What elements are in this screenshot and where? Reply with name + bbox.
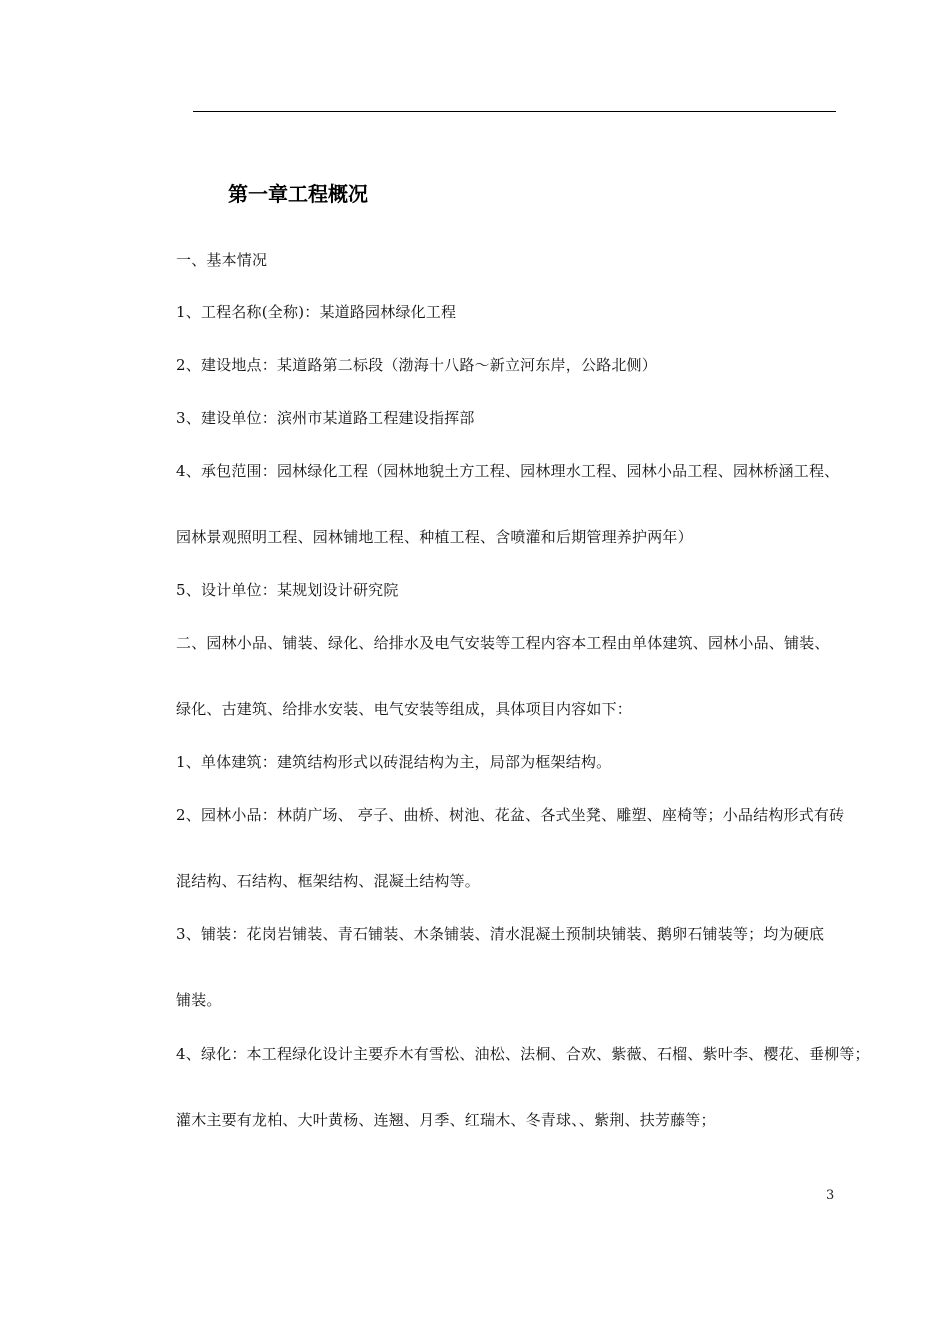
paragraph-paving-continued: 铺装。 bbox=[176, 991, 222, 1009]
paragraph-greening: 4、绿化：本工程绿化设计主要乔木有雪松、油松、法桐、合欢、紫薇、石榴、紫叶李、樱花、垂柳等； bbox=[176, 1045, 870, 1063]
paragraph-project-name: 1、工程名称(全称)：某道路园林绿化工程 bbox=[176, 303, 457, 321]
paragraph-paving: 3、铺装：花岗岩铺装、青石铺装、木条铺装、清水混凝土预制块铺装、鹅卵石铺装等；均为硬底 bbox=[176, 925, 825, 943]
paragraph-construction-unit: 3、建设单位：滨州市某道路工程建设指挥部 bbox=[176, 409, 475, 427]
paragraph-design-unit: 5、设计单位：某规划设计研究院 bbox=[176, 581, 399, 599]
paragraph-contract-scope: 4、承包范围：园林绿化工程（园林地貌土方工程、园林理水工程、园林小品工程、园林桥涵工程、 bbox=[176, 462, 840, 480]
page-number: 3 bbox=[826, 1188, 835, 1203]
chapter-title: 第一章工程概况 bbox=[228, 182, 368, 206]
paragraph-greening-continued: 灌木主要有龙柏、大叶黄杨、连翘、月季、红瑞木、冬青球、、紫荆、扶芳藤等； bbox=[176, 1111, 716, 1129]
section-heading-basic-info: 一、基本情况 bbox=[176, 251, 268, 269]
paragraph-garden-features-continued: 混结构、石结构、框架结构、混凝土结构等。 bbox=[176, 872, 481, 890]
paragraph-garden-features: 2、园林小品：林荫广场、 亭子、曲桥、树池、花盆、各式坐凳、雕塑、座椅等；小品结构形式有砖 bbox=[176, 806, 845, 824]
section-heading-work-content-continued: 绿化、古建筑、给排水安装、电气安装等组成，具体项目内容如下： bbox=[176, 700, 633, 718]
header-rule bbox=[193, 111, 836, 112]
paragraph-site-location: 2、建设地点：某道路第二标段（渤海十八路～新立河东岸，公路北侧） bbox=[176, 356, 657, 374]
paragraph-contract-scope-continued: 园林景观照明工程、园林铺地工程、种植工程、含喷灌和后期管理养护两年） bbox=[176, 528, 693, 546]
section-heading-work-content: 二、园林小品、铺装、绿化、给排水及电气安装等工程内容本工程由单体建筑、园林小品、铺装、 bbox=[176, 634, 830, 652]
paragraph-single-buildings: 1、单体建筑：建筑结构形式以砖混结构为主，局部为框架结构。 bbox=[176, 753, 612, 771]
